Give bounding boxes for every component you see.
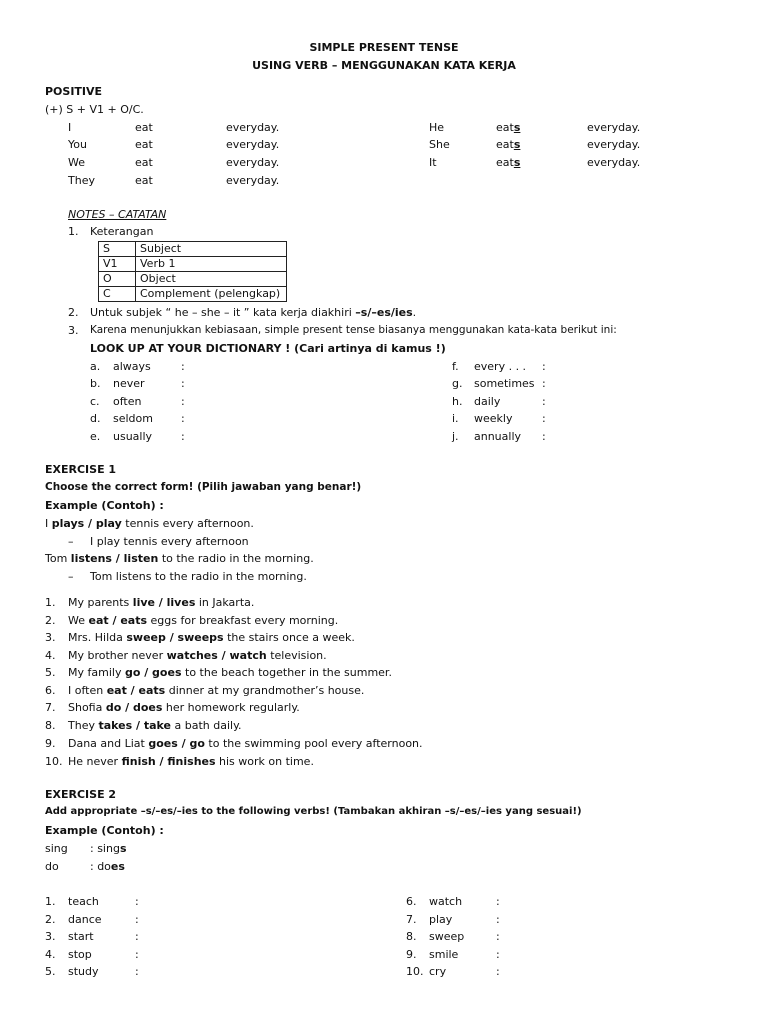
example-label: Example (Contoh) : [45, 824, 164, 837]
list-item: I often eat / eats dinner at my grandmother’s house. [68, 684, 365, 697]
list-letter: c. [90, 395, 100, 408]
notes-item-text: Keterangan [90, 225, 154, 238]
notes-heading: NOTES – CATATAN [68, 208, 167, 221]
object: everyday. [587, 156, 641, 169]
answer-colon: : [496, 948, 500, 961]
positive-heading: POSITIVE [45, 85, 103, 98]
list-letter: h. [452, 395, 463, 408]
legend-key: O [99, 272, 136, 287]
legend-value: Complement (pelengkap) [136, 287, 287, 302]
answer-colon: : [542, 395, 546, 408]
list-item: every . . . [474, 360, 527, 373]
table-row [99, 257, 287, 272]
list-item: Shofia do / does her homework regularly. [68, 701, 300, 714]
list-number: 1. [45, 596, 56, 609]
verb: eat [135, 138, 153, 151]
list-item: play [429, 913, 453, 926]
legend-value: Verb 1 [136, 257, 287, 272]
list-item: We eat / eats eggs for breakfast every morning. [68, 614, 339, 627]
legend-value: Subject [136, 242, 287, 257]
example-word: do [45, 860, 59, 873]
legend-value: Object [136, 272, 287, 287]
verb: eat [135, 174, 153, 187]
list-letter: a. [90, 360, 101, 373]
verb: eats [496, 138, 521, 151]
object: everyday. [587, 121, 641, 134]
answer-colon: : [542, 377, 546, 390]
list-number: 7. [45, 701, 56, 714]
answer-colon: : [135, 965, 139, 978]
list-letter: j. [452, 430, 459, 443]
notes-item-number: 3. [68, 324, 79, 337]
answer-colon: : [135, 895, 139, 908]
list-number: 3. [45, 930, 56, 943]
answer-colon: : [542, 412, 546, 425]
list-item: My family go / goes to the beach together in the summer. [68, 666, 392, 679]
answer-colon: : [181, 395, 185, 408]
list-item: Dana and Liat goes / go to the swimming pool every afternoon. [68, 737, 423, 750]
list-number: 6. [45, 684, 56, 697]
list-number: 6. [406, 895, 417, 908]
exercise2-instruction: Add appropriate –s/–es/–ies to the following verbs! (Tambakan akhiran –s/–es/–ies yang sesuai!) [45, 806, 582, 817]
list-item: start [68, 930, 94, 943]
subject: We [68, 156, 85, 169]
list-number: 4. [45, 948, 56, 961]
list-item: usually [113, 430, 153, 443]
answer-colon: : [542, 430, 546, 443]
list-number: 9. [45, 737, 56, 750]
list-number: 5. [45, 965, 56, 978]
list-letter: d. [90, 412, 101, 425]
verb: eats [496, 156, 521, 169]
legend-table [98, 241, 287, 302]
positive-formula: (+) S + V1 + O/C. [45, 103, 144, 116]
list-letter: i. [452, 412, 459, 425]
table-row [99, 287, 287, 302]
exercise1-instruction: Choose the correct form! (Pilih jawaban yang benar!) [45, 481, 362, 493]
legend-key: S [99, 242, 136, 257]
list-item: smile [429, 948, 459, 961]
list-number: 8. [45, 719, 56, 732]
list-item: weekly [474, 412, 513, 425]
subject: I [68, 121, 72, 134]
subject: It [429, 156, 437, 169]
example-dash: – [68, 535, 74, 548]
example-dash: – [68, 570, 74, 583]
page-title: SIMPLE PRESENT TENSE [309, 41, 459, 54]
list-item: Mrs. Hilda sweep / sweeps the stairs once a week. [68, 631, 355, 644]
list-letter: f. [452, 360, 459, 373]
list-item: never [113, 377, 145, 390]
list-number: 5. [45, 666, 56, 679]
list-item: annually [474, 430, 522, 443]
answer-colon: : [181, 430, 185, 443]
answer-colon: : [496, 965, 500, 978]
example-answer: Tom listens to the radio in the morning. [90, 570, 307, 583]
list-item: He never finish / finishes his work on time. [68, 755, 314, 768]
example-sentence: Tom listens / listen to the radio in the morning. [45, 552, 314, 565]
list-item: watch [429, 895, 463, 908]
list-number: 8. [406, 930, 417, 943]
exercise2-heading: EXERCISE 2 [45, 788, 117, 801]
list-letter: b. [90, 377, 101, 390]
verb: eat [135, 121, 153, 134]
answer-colon: : [181, 360, 185, 373]
list-item: sweep [429, 930, 465, 943]
list-item: cry [429, 965, 447, 978]
answer-colon: : [496, 930, 500, 943]
dictionary-instruction: LOOK UP AT YOUR DICTIONARY ! (Cari artinya di kamus !) [90, 342, 446, 355]
list-item: teach [68, 895, 99, 908]
exercise1-heading: EXERCISE 1 [45, 463, 117, 476]
answer-colon: : [135, 913, 139, 926]
object: everyday. [226, 156, 280, 169]
verb: eats [496, 121, 521, 134]
subject: They [68, 174, 95, 187]
answer-colon: : [181, 412, 185, 425]
list-number: 2. [45, 913, 56, 926]
list-item: always [113, 360, 151, 373]
object: everyday. [226, 138, 280, 151]
table-row [99, 272, 287, 287]
legend-key: V1 [99, 257, 136, 272]
example-word: sing [45, 842, 68, 855]
subject: You [68, 138, 87, 151]
example-label: Example (Contoh) : [45, 499, 164, 512]
legend-key: C [99, 287, 136, 302]
list-number: 10. [406, 965, 424, 978]
subject: He [429, 121, 445, 134]
notes-item-text: Karena menunjukkan kebiasaan, simple present tense biasanya menggunakan kata-kata berikut ini: [90, 324, 617, 336]
verb: eat [135, 156, 153, 169]
notes-item-number: 2. [68, 306, 79, 319]
list-number: 4. [45, 649, 56, 662]
notes-item-text: Untuk subjek “ he – she – it ” kata kerja diakhiri –s/–es/ies. [90, 306, 417, 319]
list-number: 2. [45, 614, 56, 627]
list-number: 9. [406, 948, 417, 961]
example-answer: : sings [90, 842, 127, 855]
list-item: daily [474, 395, 501, 408]
list-item: stop [68, 948, 92, 961]
answer-colon: : [496, 895, 500, 908]
list-item: dance [68, 913, 102, 926]
example-answer: I play tennis every afternoon [90, 535, 249, 548]
list-number: 1. [45, 895, 56, 908]
answer-colon: : [135, 930, 139, 943]
answer-colon: : [181, 377, 185, 390]
list-item: They takes / take a bath daily. [68, 719, 242, 732]
list-letter: e. [90, 430, 101, 443]
list-number: 7. [406, 913, 417, 926]
list-item: My brother never watches / watch television. [68, 649, 327, 662]
example-answer: : does [90, 860, 125, 873]
page-subtitle: USING VERB – MENGGUNAKAN KATA KERJA [252, 59, 516, 72]
list-item: sometimes [474, 377, 535, 390]
example-sentence: I plays / play tennis every afternoon. [45, 517, 254, 530]
answer-colon: : [135, 948, 139, 961]
object: everyday. [226, 174, 280, 187]
answer-colon: : [542, 360, 546, 373]
list-number: 3. [45, 631, 56, 644]
notes-item-number: 1. [68, 225, 79, 238]
list-item: My parents live / lives in Jakarta. [68, 596, 255, 609]
list-item: often [113, 395, 142, 408]
list-item: study [68, 965, 99, 978]
list-item: seldom [113, 412, 153, 425]
object: everyday. [226, 121, 280, 134]
list-letter: g. [452, 377, 463, 390]
list-number: 10. [45, 755, 63, 768]
table-row [99, 242, 287, 257]
subject: She [429, 138, 450, 151]
object: everyday. [587, 138, 641, 151]
answer-colon: : [496, 913, 500, 926]
